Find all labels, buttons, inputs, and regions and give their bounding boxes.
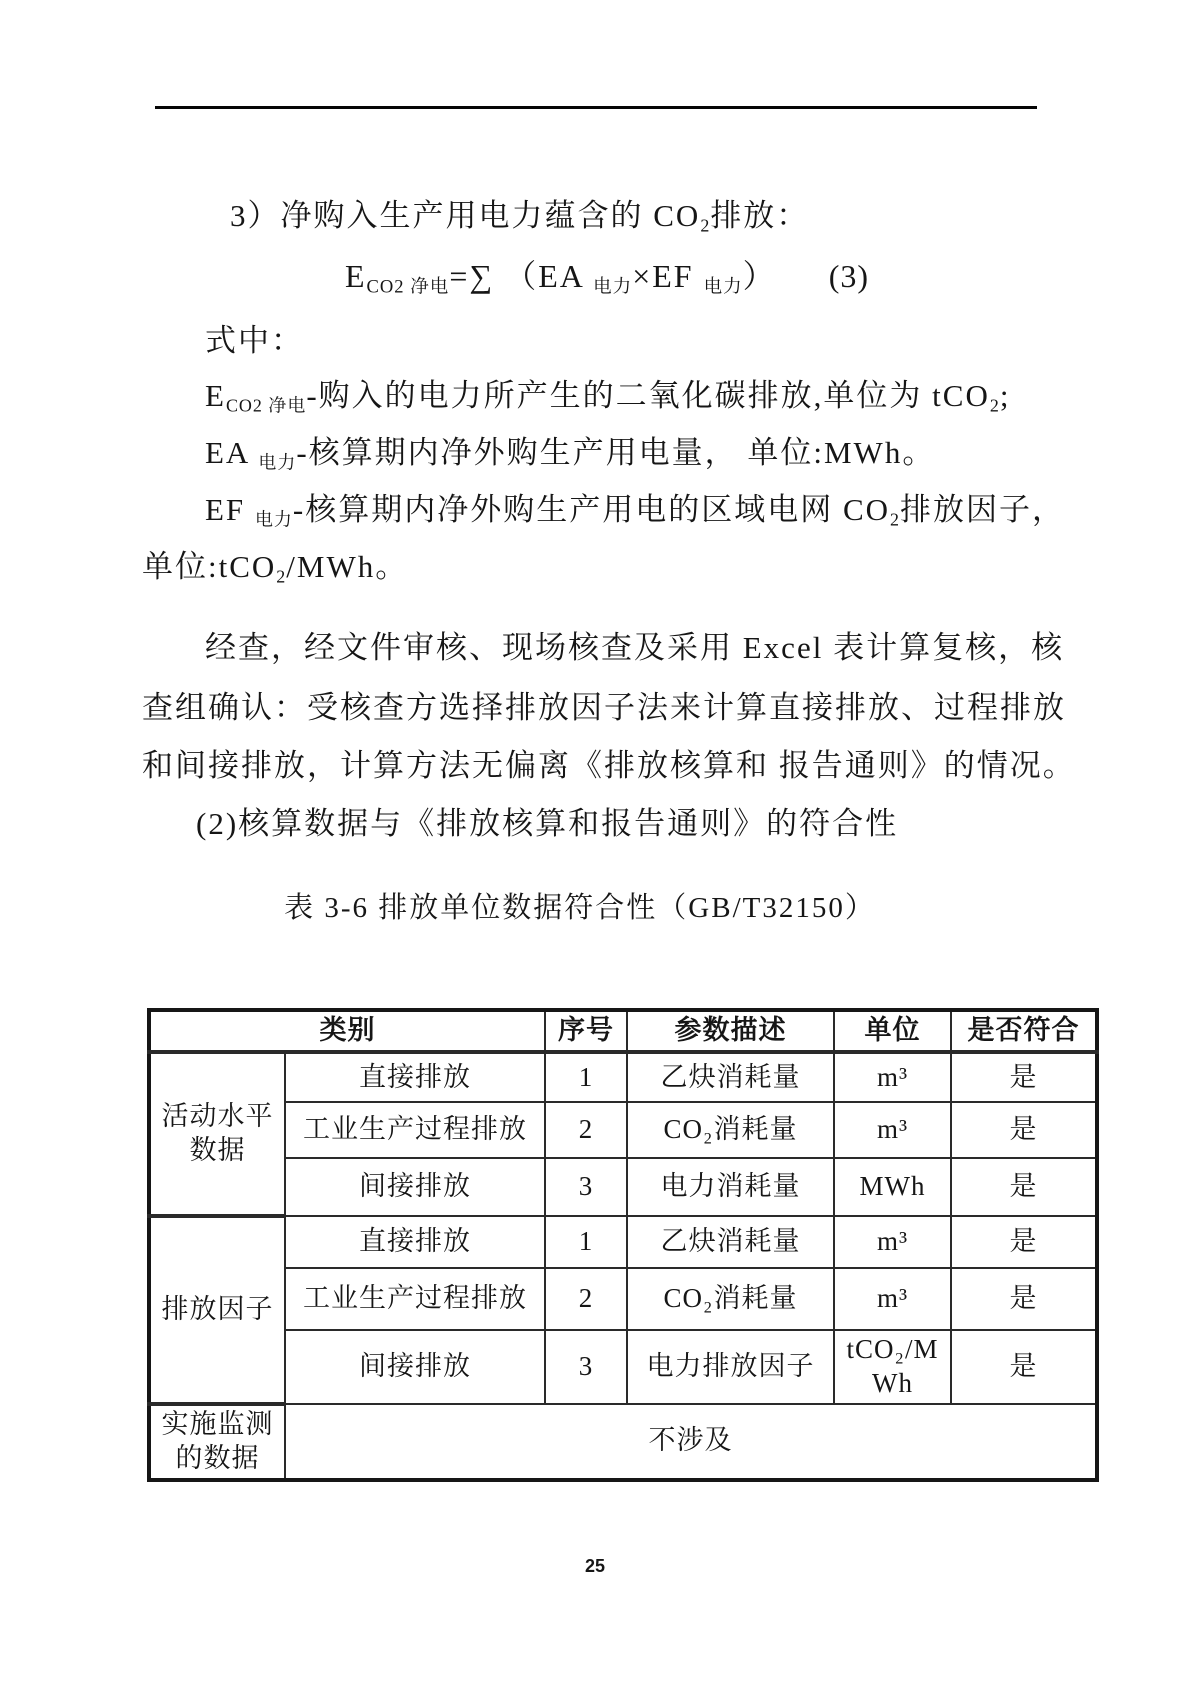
cell-category: 间接排放	[285, 1158, 545, 1216]
cell-param: CO₂消耗量	[627, 1102, 834, 1158]
cell-index: 3	[545, 1330, 627, 1404]
cell-conform: 是	[951, 1052, 1097, 1102]
col-header-index: 序号	[545, 1010, 627, 1052]
group-label-monitoring-data: 实施监测的数据	[149, 1404, 285, 1480]
group-label-emission-factor: 排放因子	[149, 1216, 285, 1404]
cell-unit: MWh	[834, 1158, 951, 1216]
definition-ef-unit: 单位:tCO$_2$/MWh。	[142, 549, 409, 587]
cell-conform: 是	[951, 1216, 1097, 1268]
header-rule	[155, 106, 1037, 109]
cell-index: 3	[545, 1158, 627, 1216]
cell-unit: m³	[834, 1102, 951, 1158]
table-header-row	[149, 1010, 1097, 1052]
conformity-table	[147, 1008, 1099, 1482]
cell-index: 1	[545, 1216, 627, 1268]
cell-unit: m³	[834, 1268, 951, 1330]
formula-3	[345, 256, 869, 299]
formula-3-expression: $E_{CO2 净电}=\sum$ （EA $_{电力}$×EF $_{电力}$）	[345, 258, 777, 298]
cell-param: 电力排放因子	[627, 1330, 834, 1404]
cell-conform: 是	[951, 1158, 1097, 1216]
cell-unit: m³	[834, 1216, 951, 1268]
page-number: 25	[584, 1556, 606, 1576]
group-label-activity-data: 活动水平数据	[149, 1052, 285, 1216]
cell-category: 直接排放	[285, 1216, 545, 1268]
table-caption: 表 3-6 排放单位数据符合性（GB/T32150）	[284, 892, 876, 924]
cell-monitoring-note: 不涉及	[285, 1404, 1097, 1480]
review-paragraph-line-3: 和间接排放，计算方法无偏离《排放核算和 报告通则》的情况。	[142, 748, 1076, 783]
table-row	[149, 1404, 1097, 1480]
cell-conform: 是	[951, 1102, 1097, 1158]
cell-unit: tCO₂/MWh	[834, 1330, 951, 1404]
definition-ef: EF $_{电力}$-核算期内净外购生产用电的区域电网 $CO_2$排放因子，	[205, 492, 1065, 530]
table-row	[149, 1158, 1097, 1216]
section-item-3-heading: 3）净购入生产用电力蕴含的 $CO_2$排放：	[230, 198, 810, 236]
cell-category: 直接排放	[285, 1052, 545, 1102]
formula-intro: 式中：	[205, 323, 304, 358]
table-row	[149, 1216, 1097, 1268]
cell-param: 乙炔消耗量	[627, 1052, 834, 1102]
definition-ea: EA $_{电力}$-核算期内净外购生产用电量， 单位:MWh。	[205, 435, 936, 473]
table-row	[149, 1268, 1097, 1330]
cell-category: 工业生产过程排放	[285, 1102, 545, 1158]
review-paragraph-line-1: 经查，经文件审核、现场核查及采用 Excel 表计算复核，核	[205, 630, 1065, 665]
cell-param: 乙炔消耗量	[627, 1216, 834, 1268]
review-paragraph-line-2: 查组确认：受核查方选择排放因子法来计算直接排放、过程排放	[142, 690, 1066, 725]
col-header-conform: 是否符合	[951, 1010, 1097, 1052]
cell-param: 电力消耗量	[627, 1158, 834, 1216]
formula-3-number: (3)	[828, 258, 869, 294]
cell-param: CO₂消耗量	[627, 1268, 834, 1330]
cell-conform: 是	[951, 1330, 1097, 1404]
col-header-param: 参数描述	[627, 1010, 834, 1052]
table-row	[149, 1052, 1097, 1102]
cell-category: 工业生产过程排放	[285, 1268, 545, 1330]
cell-category: 间接排放	[285, 1330, 545, 1404]
cell-index: 1	[545, 1052, 627, 1102]
cell-conform: 是	[951, 1268, 1097, 1330]
col-header-unit: 单位	[834, 1010, 951, 1052]
conformity-table-container	[147, 1008, 1099, 1482]
cell-unit: m³	[834, 1052, 951, 1102]
col-header-category: 类别	[149, 1010, 545, 1052]
cell-index: 2	[545, 1102, 627, 1158]
definition-e-co2: $E_{CO2 净电}-$购入的电力所产生的二氧化碳排放,单位为 tCO$_2$;	[205, 378, 1011, 416]
table-row	[149, 1102, 1097, 1158]
section-item-2-heading: (2)核算数据与《排放核算和报告通则》的符合性	[196, 806, 899, 841]
cell-index: 2	[545, 1268, 627, 1330]
table-row	[149, 1330, 1097, 1404]
